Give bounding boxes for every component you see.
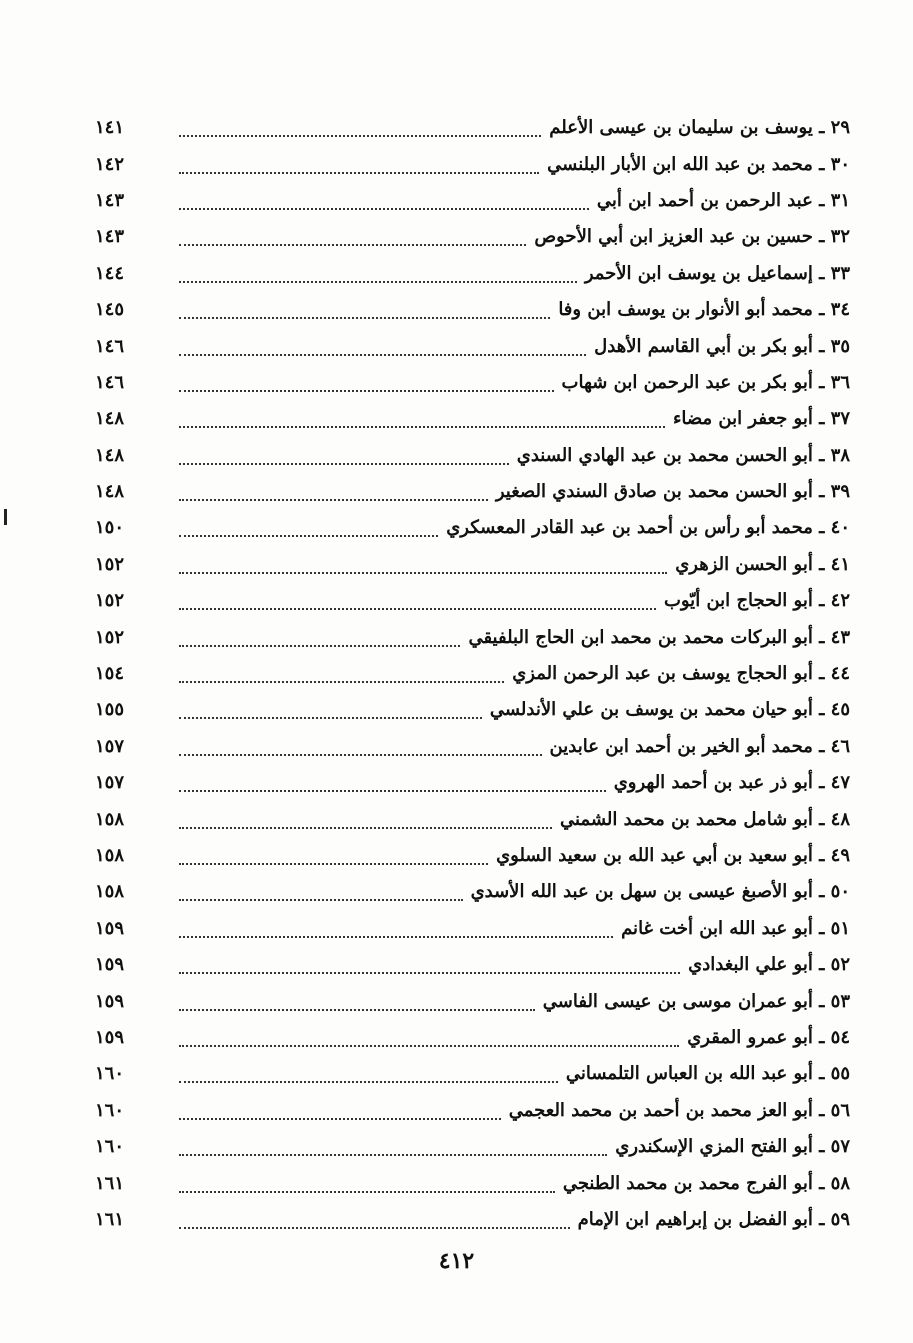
entry-title: ٣٧ ـ أبو جعفر ابن مضاء [672,408,850,430]
entry-page: ١٥٩ [95,954,125,976]
toc-row [95,583,850,619]
entry-page: ١٥٤ [95,663,125,685]
entry-page: ١٤١ [95,117,125,139]
dot-leader [179,572,667,574]
entry-page: ١٦١ [95,1172,125,1194]
entry-title: ٥٤ ـ أبو عمرو المقري [687,1026,850,1048]
entry-page: ١٤٣ [95,226,125,248]
toc-row [95,692,850,728]
toc-row [95,1093,850,1129]
toc-row [95,110,850,146]
entry-page: ١٤٦ [95,335,125,357]
dot-leader [179,1191,555,1193]
toc-row [95,656,850,692]
entry-title: ٥٢ ـ أبو علي البغدادي [688,954,850,976]
dot-leader [179,1227,570,1229]
dot-leader [179,281,577,283]
entry-page: ١٤٤ [95,262,125,284]
toc-row [95,183,850,219]
entry-page: ١٥٩ [95,917,125,939]
toc-row [95,292,850,328]
dot-leader [179,317,550,319]
entry-title: ٣٢ ـ حسين بن عبد العزيز ابن أبي الأحوص [534,226,850,248]
dot-leader [179,135,541,137]
entry-page: ١٥٨ [95,881,125,903]
dot-leader [179,1081,558,1083]
entry-page: ١٥٠ [95,517,125,539]
entry-page: ١٤٨ [95,444,125,466]
entry-page: ١٥٧ [95,772,125,794]
entry-title: ٤٢ ـ أبو الحجاج ابن أيّوب [663,590,850,612]
toc-row [95,1129,850,1165]
toc-row [95,983,850,1019]
entry-page: ١٦٠ [95,1063,125,1085]
dot-leader [179,535,438,537]
dot-leader [179,499,488,501]
dot-leader [179,681,504,683]
entry-title: ٥٠ ـ أبو الأصبغ عيسى بن سهل بن عبد الله الأسدي [470,881,850,903]
entry-title: ٣٦ ـ أبو بكر بن عبد الرحمن ابن شهاب [561,371,850,393]
entry-page: ١٤٥ [95,299,125,321]
dot-leader [179,1009,535,1011]
entry-title: ٤٥ ـ أبو حيان محمد بن يوسف بن علي الأندلسي [489,699,850,721]
toc-row [95,547,850,583]
entry-page: ١٤٣ [95,189,125,211]
entry-title: ٥٣ ـ أبو عمران موسى بن عيسى الفاسي [542,990,850,1012]
toc-row [95,1202,850,1238]
dot-leader [179,863,488,865]
toc-row [95,911,850,947]
entry-title: ٥٥ ـ أبو عبد الله بن العباس التلمساني [565,1063,850,1085]
toc-row [95,401,850,437]
dot-leader [179,717,482,719]
dot-leader [179,463,509,465]
entry-title: ٢٩ ـ يوسف بن سليمان بن عيسى الأعلم [549,117,850,139]
toc-row [95,619,850,655]
dot-leader [179,899,463,901]
entry-title: ٣٥ ـ أبو بكر بن أبي القاسم الأهدل [594,335,850,357]
entry-title: ٥٦ ـ أبو العز محمد بن أحمد بن محمد العجمي [508,1099,850,1121]
dot-leader [179,1154,607,1156]
entry-page: ١٦٠ [95,1099,125,1121]
dot-leader [179,827,552,829]
entry-page: ١٥٥ [95,699,125,721]
entry-page: ١٥٨ [95,845,125,866]
toc-row [95,874,850,910]
entry-title: ٥٩ ـ أبو الفضل بن إبراهيم ابن الإمام [577,1208,850,1230]
entry-title: ٣٤ ـ محمد أبو الأنوار بن يوسف ابن وفا [558,299,850,321]
entry-page: ١٥٧ [95,735,125,757]
dot-leader [179,608,656,610]
toc-row [95,1020,850,1056]
dot-leader [179,244,526,246]
entry-title: ٣٨ ـ أبو الحسن محمد بن عبد الهادي السندي [516,444,850,466]
toc-row [95,365,850,401]
entry-title: ٣٩ ـ أبو الحسن محمد بن صادق السندي الصغير [495,481,850,503]
dot-leader [179,645,460,647]
entry-title: ٤٨ ـ أبو شامل محمد بن محمد الشمني [560,808,850,830]
entry-title: ٤١ ـ أبو الحسن الزهري [675,553,850,575]
entry-title: ٣٣ ـ إسماعيل بن يوسف ابن الأحمر [584,262,850,284]
entry-title: ٥١ ـ أبو عبد الله ابن أخت غانم [621,917,850,939]
dot-leader [179,936,613,938]
toc-row [95,256,850,292]
toc-row [95,765,850,801]
entry-page: ١٤٢ [95,153,125,175]
toc-row [95,947,850,983]
entry-page: ١٦١ [95,1208,125,1230]
dot-leader [179,790,606,792]
entry-title: ٤٠ ـ محمد أبو رأس بن أحمد بن عبد القادر المعسكري [446,517,850,539]
entry-page: ١٥٨ [95,808,125,830]
entry-page: ١٥٢ [95,553,125,575]
entry-page: ١٥٢ [95,626,125,648]
entry-title: ٣٠ ـ محمد بن عبد الله ابن الأبار البلنسي [547,153,850,175]
toc-row [95,838,850,874]
dot-leader [179,426,665,428]
dot-leader [179,972,680,974]
entry-page: ١٦٠ [95,1136,125,1158]
entry-page: ١٤٨ [95,408,125,430]
entry-title: ٣١ ـ عبد الرحمن بن أحمد ابن أبي [596,189,850,211]
entry-title: ٤٧ ـ أبو ذر عبد بن أحمد الهروي [613,772,850,794]
toc-row [95,328,850,364]
toc-row [95,438,850,474]
entry-title: ٥٨ ـ أبو الفرج محمد بن محمد الطنجي [562,1172,850,1194]
entry-page: ١٥٩ [95,1026,125,1048]
toc-row [95,510,850,546]
entry-title: ٤٤ ـ أبو الحجاج يوسف بن عبد الرحمن المزي [512,663,850,685]
dot-leader [179,354,586,356]
table-of-contents [95,110,850,1238]
toc-row [95,146,850,182]
entry-page: ١٤٨ [95,481,125,503]
entry-page: ١٥٩ [95,990,125,1012]
entry-title: ٥٧ ـ أبو الفتح المزي الإسكندري [615,1136,850,1158]
toc-row [95,474,850,510]
toc-row [95,1165,850,1201]
toc-row [95,729,850,765]
toc-row [95,801,850,837]
dot-leader [179,1045,679,1047]
dot-leader [179,390,554,392]
entry-title: ٤٦ ـ محمد أبو الخير بن أحمد ابن عابدين [549,735,850,757]
page-number: ٤١٢ [438,1248,475,1274]
entry-title: ٤٣ ـ أبو البركات محمد بن محمد ابن الحاج البلفيقي [468,626,850,648]
dot-leader [179,208,589,210]
dot-leader [179,1118,501,1120]
dot-leader [179,754,542,756]
entry-page: ١٤٦ [95,371,125,393]
toc-row [95,219,850,255]
dot-leader [179,172,539,174]
toc-row [95,1056,850,1092]
entry-page: ١٥٢ [95,590,125,612]
entry-title: ٤٩ ـ أبو سعيد بن أبي عبد الله بن سعيد السلوي [496,845,850,866]
margin-mark [4,509,7,525]
